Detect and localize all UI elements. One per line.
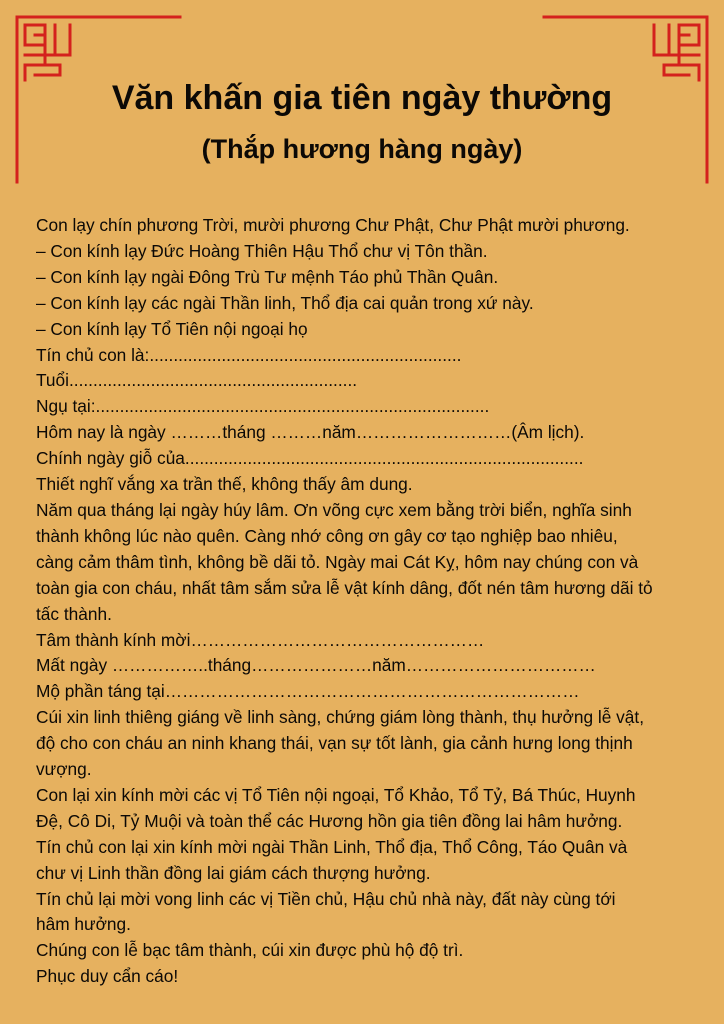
- prayer-line: Ngụ tại:..................................................................................: [36, 396, 490, 417]
- prayer-line: độ cho con cháu an ninh khang thái, vạn sự tốt lành, gia cảnh hưng long thịnh: [36, 733, 633, 754]
- prayer-line: Chúng con lễ bạc tâm thành, cúi xin được phù hộ độ trì.: [36, 940, 464, 961]
- prayer-line: Cúi xin linh thiêng giáng về linh sàng, chứng giám lòng thành, thụ hưởng lễ vật,: [36, 707, 645, 728]
- prayer-line: Tín chủ lại mời vong linh các vị Tiền chủ, Hậu chủ nhà này, đất này cùng tới: [36, 888, 616, 909]
- prayer-line: – Con kính lạy ngài Đông Trù Tư mệnh Táo phủ Thần Quân.: [36, 266, 499, 287]
- prayer-line: chư vị Linh thần đồng lai giám cách thượng hưởng.: [36, 862, 431, 883]
- prayer-line: Hôm nay là ngày ………tháng ………năm………………………(Âm lịch).: [36, 422, 585, 443]
- prayer-line: vượng.: [36, 759, 92, 780]
- document-subtitle: (Thắp hương hàng ngày): [201, 134, 523, 164]
- prayer-line: thành không lúc nào quên. Càng nhớ công ơn gây cơ tạo nghiệp bao nhiêu,: [36, 525, 618, 546]
- prayer-line: – Con kính lạy Tổ Tiên nội ngoại họ: [36, 318, 308, 339]
- prayer-line: Tín chủ con lại xin kính mời ngài Thần Linh, Thổ địa, Thổ Công, Táo Quân và: [36, 836, 628, 857]
- prayer-text: [36, 213, 702, 990]
- prayer-line: Tuổi............................................................: [36, 370, 358, 391]
- prayer-line: toàn gia con cháu, nhất tâm sắm sửa lễ vật kính dâng, đốt nén tâm hương dãi tỏ: [36, 577, 653, 598]
- prayer-line: càng cảm thâm tình, không bề dãi tỏ. Ngày mai Cát Kỵ, hôm nay chúng con và: [36, 551, 639, 572]
- prayer-line: Mất ngày ……………..tháng…………………năm……………………………: [36, 655, 596, 676]
- prayer-line: Mộ phần táng tại………………………………………………………………: [36, 681, 580, 702]
- prayer-line: Năm qua tháng lại ngày húy lâm. Ơn võng cực xem bằng trời biển, nghĩa sinh: [36, 499, 632, 520]
- prayer-line: Phục duy cẩn cáo!: [36, 966, 179, 987]
- prayer-line: Con lại xin kính mời các vị Tổ Tiên nội ngoại, Tổ Khảo, Tổ Tỷ, Bá Thúc, Huynh: [36, 784, 636, 805]
- document-title: Văn khấn gia tiên ngày thường: [111, 79, 613, 117]
- prayer-line: tấc thành.: [36, 603, 112, 624]
- prayer-line: – Con kính lạy Đức Hoàng Thiên Hậu Thổ chư vị Tôn thần.: [36, 240, 488, 261]
- prayer-line: Thiết nghĩ vắng xa trần thế, không thấy âm dung.: [36, 474, 413, 495]
- prayer-line: Con lạy chín phương Trời, mười phương Chư Phật, Chư Phật mười phương.: [36, 215, 630, 235]
- prayer-line: hâm hưởng.: [36, 914, 131, 935]
- prayer-line: Chính ngày giỗ của...................................................................................: [36, 448, 584, 469]
- prayer-line: Tín chủ con là:.................................................................: [36, 344, 462, 365]
- prayer-line: Đệ, Cô Di, Tỷ Muội và toàn thể các Hương hồn gia tiên đồng lai hâm hưởng.: [36, 810, 623, 831]
- prayer-line: Tâm thành kính mời……………………………………………: [36, 629, 485, 650]
- prayer-line: – Con kính lạy các ngài Thần linh, Thổ địa cai quản trong xứ này.: [36, 292, 534, 313]
